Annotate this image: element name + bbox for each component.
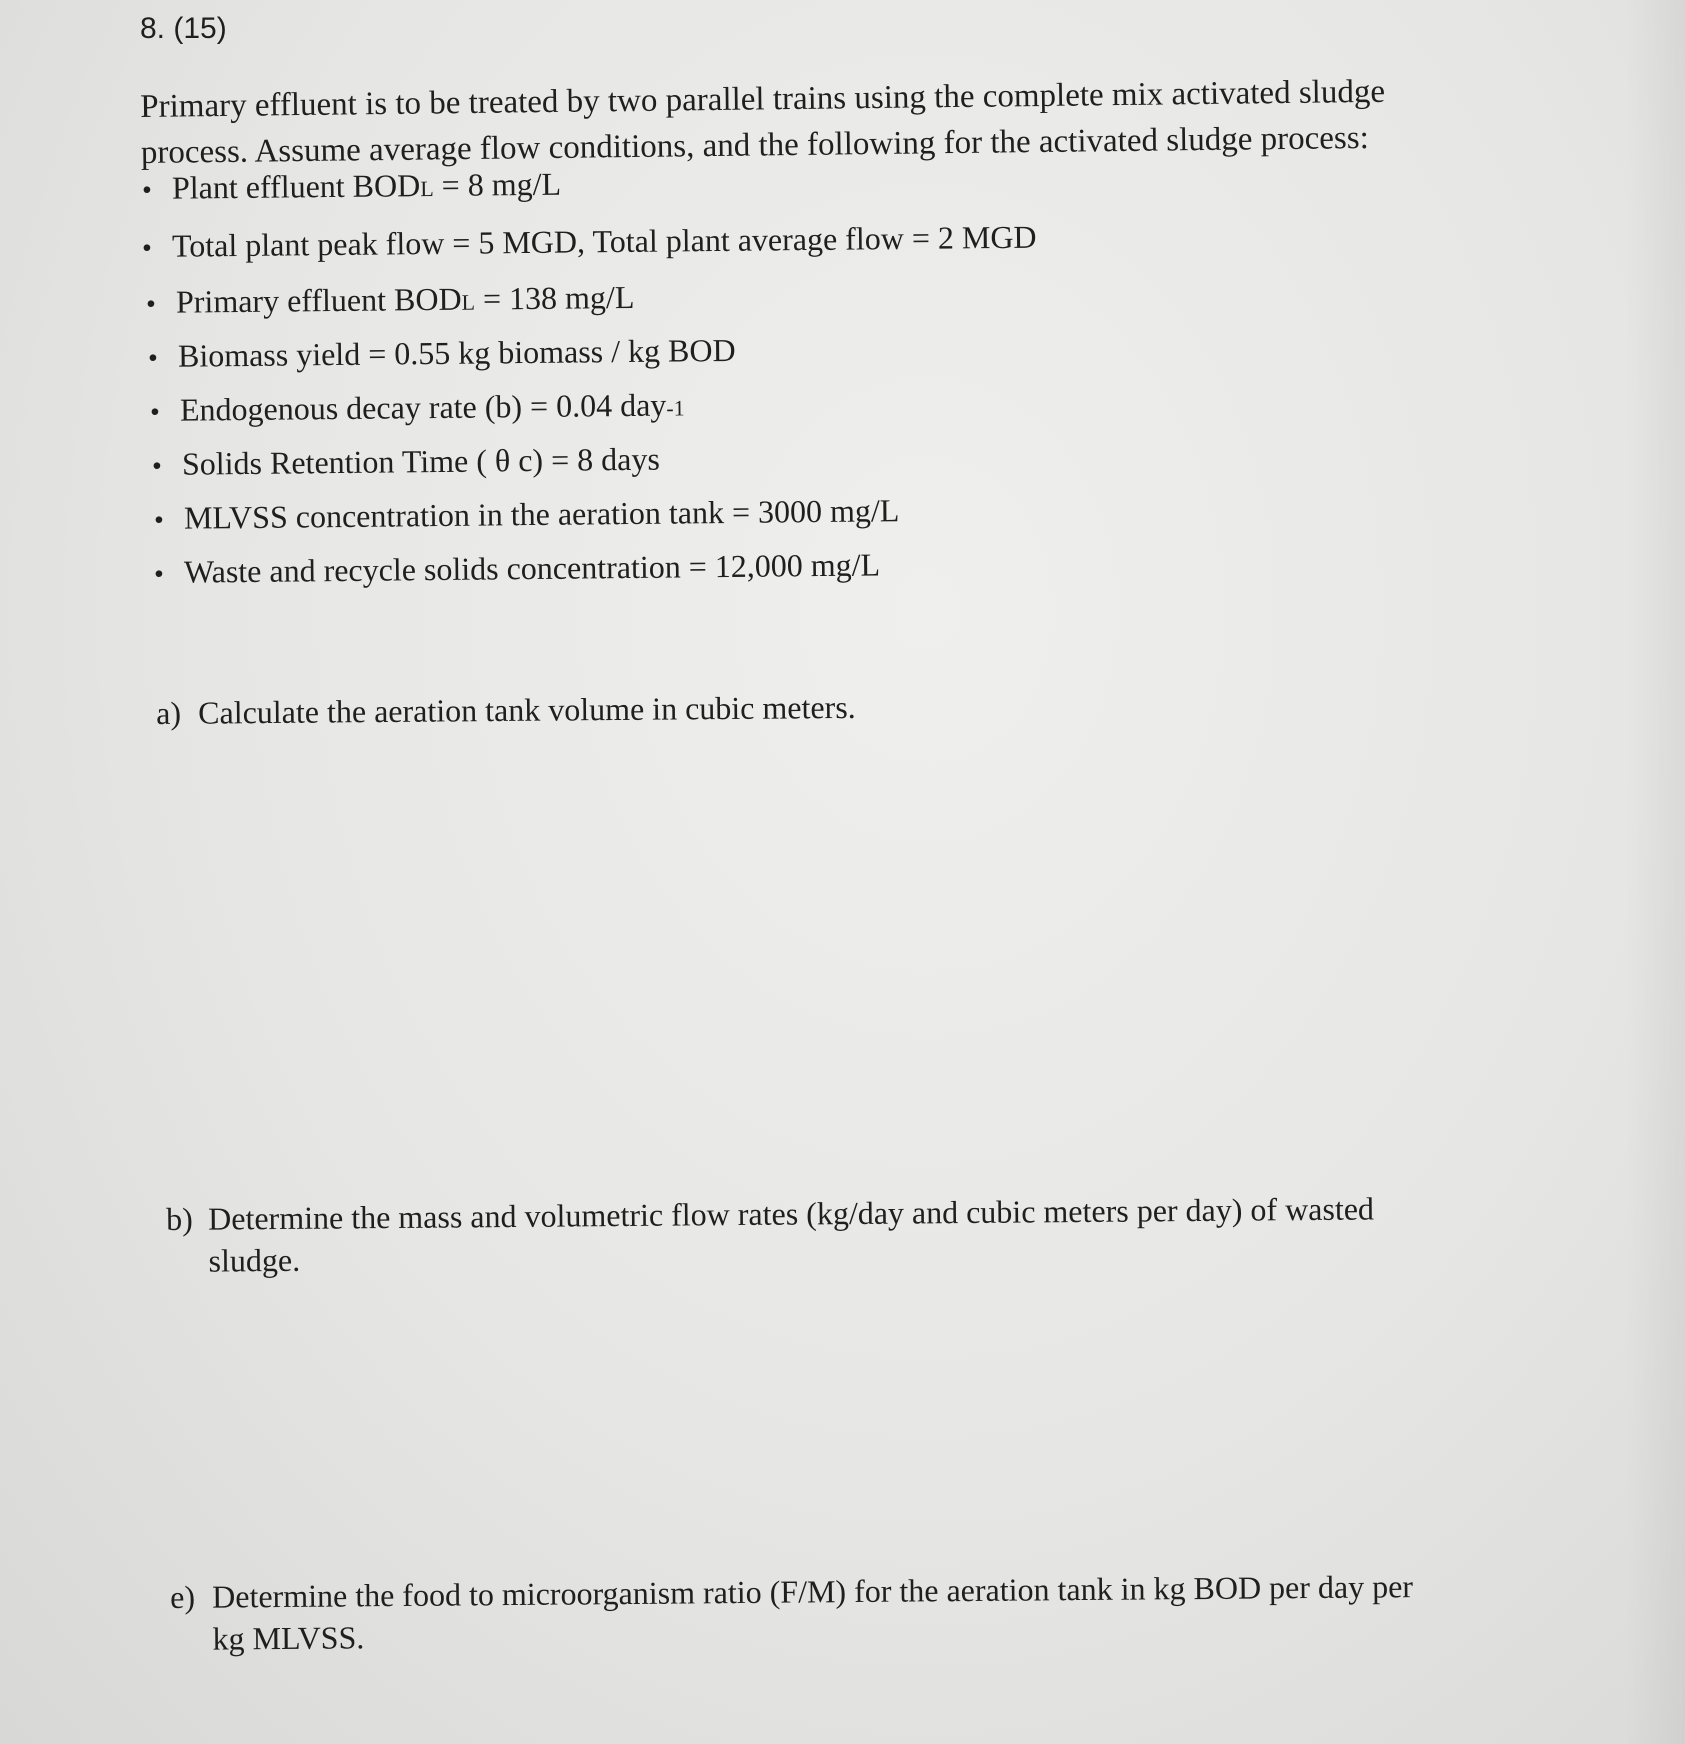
part-b [166,1187,1374,1282]
bullet: • [151,450,162,482]
bullet: • [147,342,158,374]
param-mlvss: • MLVSS concentration in the aeration tank = 3000 mg/L [153,492,900,536]
page-edge-shadow [1625,0,1685,1744]
part-b-text-line2: sludge. [208,1241,301,1279]
part-b-text-line1: Determine the mass and volumetric flow rates (kg/day and cubic meters per day) of wasted [208,1190,1375,1237]
bullet: • [153,558,164,590]
param-decay-rate: • Endogenous decay rate (b) = 0.04 day-1 [149,386,685,428]
bullet: • [141,174,152,206]
part-e-text-line2: kg MLVSS. [212,1619,365,1657]
param-plant-effluent-bod: • Plant effluent BODL = 8 mg/L [141,165,562,206]
param-primary-effluent-bod: • Primary effluent BODL = 138 mg/L [145,278,635,320]
part-e-text-line1: Determine the food to microorganism ratio (F/M) for the aeration tank in kg BOD per day per [212,1568,1414,1615]
param-flows: • Total plant peak flow = 5 MGD, Total plant average flow = 2 MGD [141,218,1037,264]
part-a [156,686,856,734]
bullet: • [141,232,152,264]
part-e [170,1565,1414,1660]
param-srt: • Solids Retention Time ( θ c) = 8 days [151,440,660,482]
param-biomass-yield: • Biomass yield = 0.55 kg biomass / kg BOD [147,331,736,374]
bullet: • [149,396,160,428]
problem-statement: Primary effluent is to be treated by two parallel trains using the complete mix activated sludge process. Assume average flow conditions, and the following for the activated sludge process: [140,73,1386,171]
question-number: 8. (15) [140,12,227,45]
bullet: • [153,504,164,536]
part-e-letter: e) [170,1578,196,1615]
bullet: • [145,288,156,320]
part-b-letter: b) [166,1200,193,1237]
part-a-text: Calculate the aeration tank volume in cubic meters. [198,688,856,731]
part-a-letter: a) [156,694,182,731]
param-waste-recycle-solids: • Waste and recycle solids concentration = 12,000 mg/L [153,546,881,590]
